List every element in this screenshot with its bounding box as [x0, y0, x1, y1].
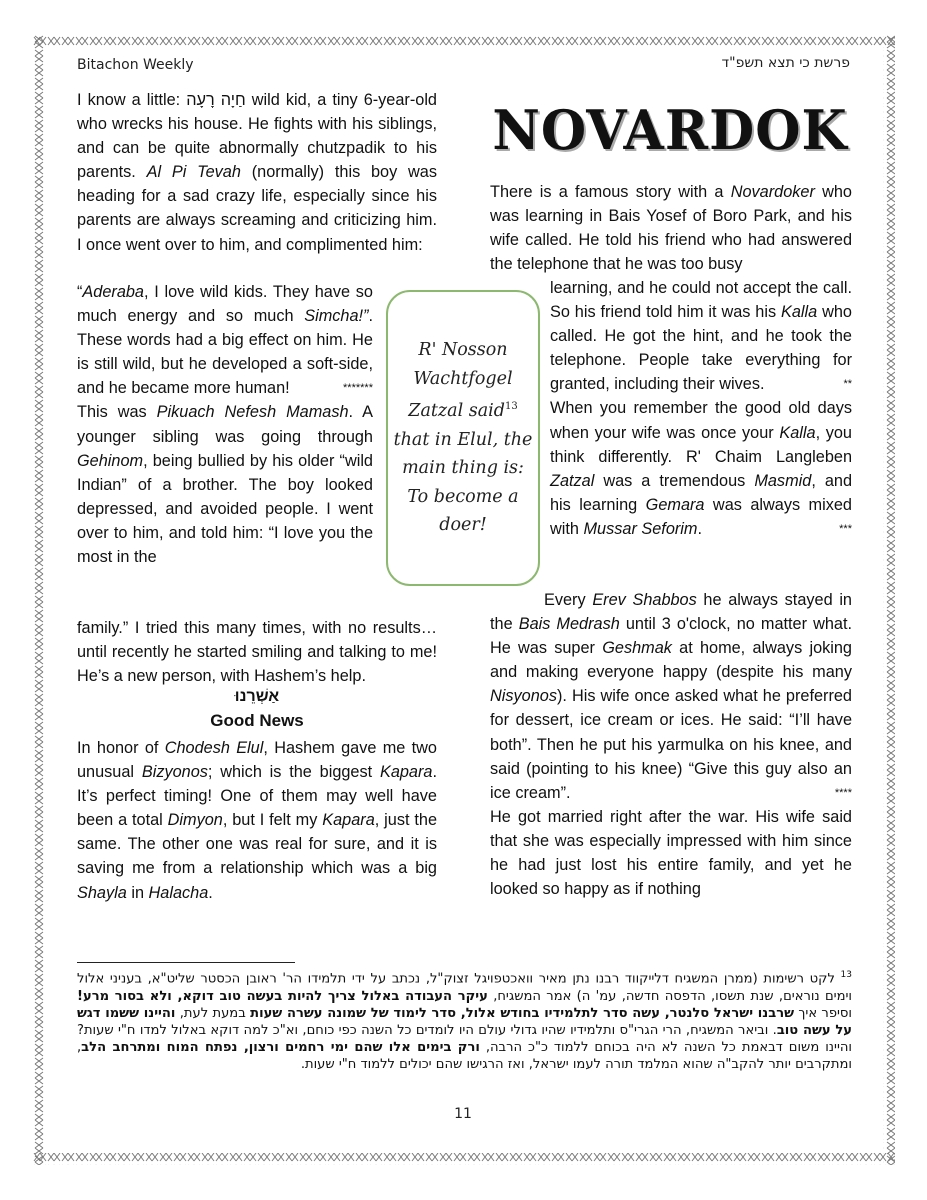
paragraph: In honor of Chodesh Elul, Hashem gave me two unusual Bizyonos; which is the biggest Kapara. It’s perfect timing! One of them may well have been a total Dimyon, but I felt my Kapara, just the same. The other one was real for sure, and it is saving me from a relationship which was a big Shayla in Halacha.: [77, 739, 437, 902]
paragraph: He got married right after the war. His wife said that she was especially impressed with him since he had just lost his entire family, and yet he looked so happy as if nothing: [490, 807, 852, 899]
right-column-wrap: [550, 276, 852, 541]
pull-quote-text: R' Nosson Wachtfogel Zatzal said$^{13}$ that in Elul, the main thing is: To become a doer!: [393, 340, 533, 536]
section-separator: **: [843, 378, 852, 391]
right-column-intro: [490, 180, 852, 276]
footnote: $^{13}$ לקט רשימות (ממרן המשגיח דלייקווד רבנו נתן מאיר וואכטפויגל זצוק"ל, נכתב על ידי תלמידו הר' ראובן הכסטר שליט"א, בעניני אלול וימים נוראים, שנת תשסו, הדפסה חדשה, עמ' ה) אמר המשגיח, עיקר העבודה באלול צריך להיות בעשה טוב דוקא, ולא בסור מרע! וסיפר איך שרבנו ישראל סלנטר, עשה סדר לתלמידיו בחודש אלול, סדר לימוד של שמונה עשרה שעות במעת לעת, והיינו ששמו דגש על עשה טוב. וביאר המשגיח, הרי הגרי"ס ותלמידיו שהיו גדולי עולם היו לומדים כל השנה כפי כוחם, וא"כ למה דוקא באלול למדו ח"י שעות? והיינו משום דבאמת כל השנה לא היה בכוחם ללמוד כ"כ הרבה, ורק בימים אלו שהם ימי רחמים ורצון, נפתח המוח ומתרחב הלב, ומתקרבים יותר להקב"ה שהוא המלמד תורה לעמו ישראל, ואז הרגישו שהם יכולים ללמוד ח"י שעות.: [77, 970, 853, 1073]
section-hebrew-heading: אַשְׁרֵנוּ: [234, 688, 280, 705]
pull-quote-box: [386, 290, 540, 586]
left-column-wrap: [77, 280, 373, 569]
paragraph: Every Erev Shabbos he always stayed in the Bais Medrash until 3 o'clock, no matter what. He was super Geshmak at home, always joking and making everyone happy (despite his many Nisyonos). His wife once asked what he preferred for dessert, ice cream or ices. He said: “I’ll have both”. Then he put his yarmulka on his knee, and said (pointing to his knee) “Give this guy also an ice cream”. ****: [490, 588, 852, 805]
parsha-header: פרשת כי תצא תשפ"ד: [721, 55, 850, 71]
right-column-continuation: [490, 588, 852, 901]
page-title: NOVARDOK: [492, 98, 848, 163]
left-column-intro: [77, 88, 437, 257]
paragraph: When you remember the good old days when your wife was once your Kalla, you think differently. R' Chaim Langleben Zatzal was a tremendous Masmid, and his learning Gemara was always mixed with Mussar Seforim. ***: [550, 396, 852, 541]
section-heading-good-news: Good News: [210, 711, 304, 730]
section-separator: *******: [343, 382, 373, 395]
section-separator: ****: [834, 786, 852, 799]
footnote-number: 13: [840, 970, 852, 980]
paragraph: This was Pikuach Nefesh Mamash. A younger sibling was going through Gehinom, being bullied by his older “wild Indian” of a brother. The boy looked depressed, and avoided people. I went over to him, and told him: “I love you the most in the: [77, 403, 373, 567]
paragraph: learning, and he could not accept the call. So his friend told him it was his Kalla who called. He got the hint, and he took the telephone. People take everything for granted, including their wives. **: [550, 276, 852, 396]
left-column-continuation: [77, 616, 437, 688]
section-separator: ***: [839, 522, 852, 535]
page-number: 11: [454, 1106, 472, 1122]
hebrew-phrase: חַיָה רָעָה: [186, 91, 246, 109]
paragraph: I know a little: חַיָה רָעָה wild kid, a tiny 6-year-old who wrecks his house. He fights with his siblings, and can be quite abnormally chutzpadik to his parents. Al Pi Tevah (normally) this boy was heading for a sad crazy life, especially since his parents are always screaming and criticizing him. I once went over to him, and complimented him:: [77, 91, 437, 254]
paragraph: family.” I tried this many times, with no results… until recently he started smiling and talking to me! He’s a new person, with Hashem’s help.: [77, 619, 437, 686]
paragraph: There is a famous story with a Novardoker who was learning in Bais Yosef of Boro Park, and his wife called. He told his friend who had answered the telephone that he was too busy: [490, 183, 852, 274]
good-news-body: [77, 736, 437, 905]
footnote-divider: [77, 962, 295, 963]
publication-name: Bitachon Weekly: [77, 57, 194, 73]
paragraph: “Aderaba, I love wild kids. They have so much energy and so much Simcha!”. These words had a big effect on him. He is still wild, but he developed a soft-side, and he became more human! *******: [77, 280, 373, 400]
footnote-reference[interactable]: 13: [504, 401, 518, 413]
